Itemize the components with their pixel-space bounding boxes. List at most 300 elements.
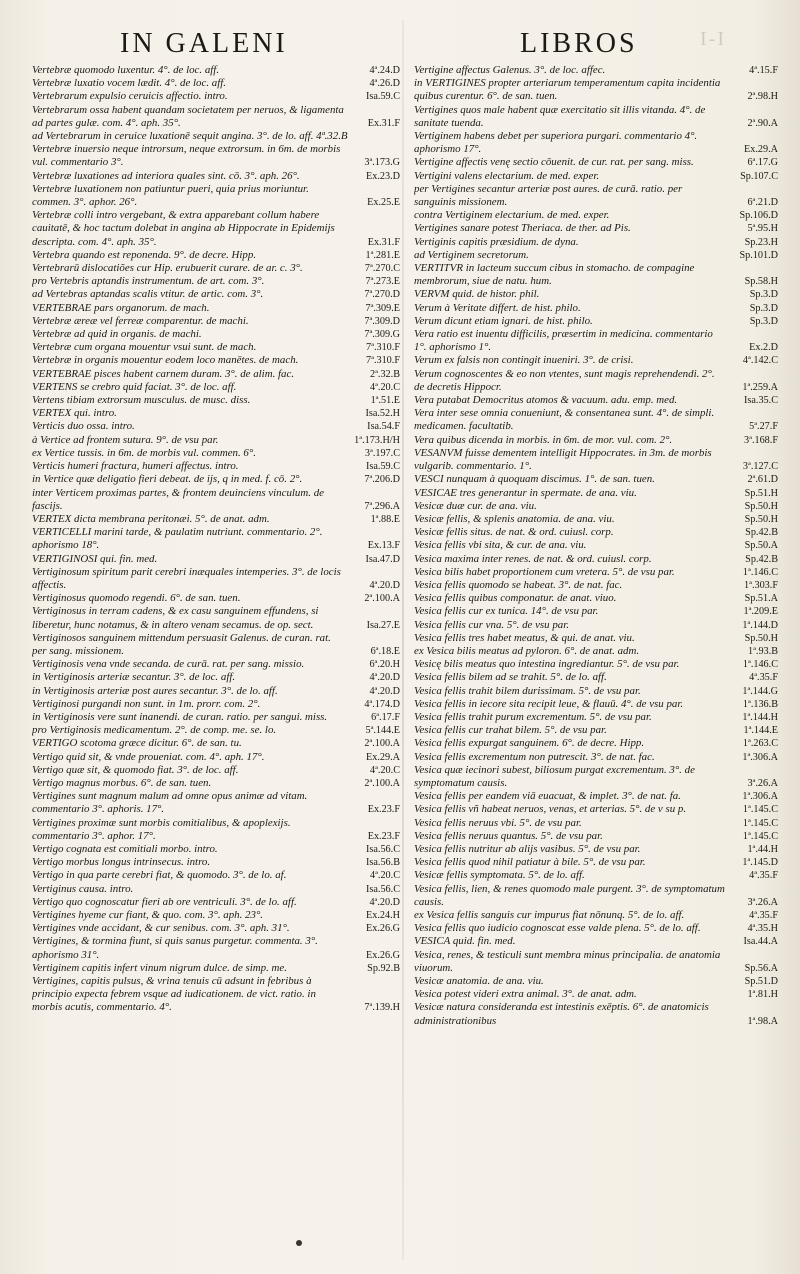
index-entry-reference: Ex.31.F	[367, 117, 400, 129]
index-entry-reference: 4ª.35.H	[747, 923, 778, 935]
index-entry-reference: 3ª.173.G	[364, 157, 400, 169]
index-entry-reference: Sp.106.D	[739, 210, 778, 222]
index-entry-reference: 1ª.146.C	[742, 659, 778, 671]
index-entry-text: Vertigines quos male habent quæ exercitatio sit illis vitanda. 4°. de sanitate tuenda.	[414, 103, 706, 129]
index-entry-reference: Isa.59.C	[366, 91, 400, 103]
index-entry-text: Vesica fellis quibus componatur. de anat. viuo.	[414, 592, 617, 605]
index-entry-reference: Sp.3.D	[749, 315, 778, 327]
index-entry-text: Vertigines sunt magnum malum ad omne opus animæ ad vitam. commentario 3°. aphoris. 17°.	[32, 790, 308, 816]
index-entry	[32, 843, 400, 856]
index-entry-text: Vesicæ fellis, & splenis anatomia. de ana. viu.	[414, 512, 615, 525]
index-entry	[414, 222, 778, 235]
index-entry	[414, 711, 778, 724]
index-entry-text: Vesica bilis habet proportionem cum vretera. 5°. de vsu par.	[414, 565, 675, 578]
index-entry-reference: Ex.23.F	[367, 804, 400, 816]
index-entry	[414, 632, 778, 645]
index-entry	[414, 64, 778, 77]
index-entry-text: Verticis humeri fractura, humeri affectus. intro.	[32, 460, 239, 473]
index-entry	[32, 407, 400, 420]
index-entry-text: Vertiginosis vena vnde secanda. de curā. rat. per sang. missio.	[32, 658, 305, 671]
index-entry-reference: 7ª.310.F	[366, 355, 400, 367]
index-entry-reference: 1ª.146.C	[742, 566, 778, 578]
index-entry	[32, 368, 400, 381]
index-entry-reference: 1ª.209.E	[743, 606, 778, 618]
index-entry-reference: Isa.56.C	[366, 843, 400, 855]
index-entry-text: Vertigo quo cognoscatur fieri ab ore ventriculi. 3°. de lo. aff.	[32, 895, 297, 908]
index-entry-reference: Ex.26.G	[366, 949, 400, 961]
index-entry	[32, 698, 400, 711]
index-entry	[414, 1001, 778, 1027]
index-entry-text: Vesica potest videri extra animal. 3°. de anat. adm.	[414, 988, 637, 1001]
index-entry-text: Vesicæ fellis situs. de nat. & ord. cuiusl. corp.	[414, 526, 614, 539]
index-entry	[414, 328, 778, 354]
index-entry	[414, 566, 778, 579]
index-entry-reference: Sp.51.A	[744, 593, 778, 605]
index-entry-reference: 1ª.144.G	[742, 685, 778, 697]
index-entry	[32, 130, 400, 143]
index-entry-text: Vesica fellis vbi sita, & cur. de ana. viu.	[414, 539, 587, 552]
index-entry-text: Vertigines, & tormina fiunt, si quis sanus purgetur. commenta. 3°. aphorismo 31°.	[32, 935, 318, 961]
index-entry-text: Vertigo in qua parte cerebri fiat, & quomodo. 3°. de lo. af.	[32, 869, 287, 882]
index-entry	[32, 592, 400, 605]
index-entry-reference: 1ª.145.C	[742, 804, 778, 816]
index-entry-text: à Vertice ad frontem sutura. 9°. de vsu par.	[32, 433, 219, 446]
index-entry-text: Vesica fellis vñ habeat neruos, venas, et arterias. 5°. de v su p.	[414, 803, 687, 816]
index-entry-text: Vesica fellis quod nihil patiatur à bile. 5°. de vsu par.	[414, 856, 646, 869]
index-entry	[32, 302, 400, 315]
index-entry	[414, 883, 778, 909]
index-entry	[32, 883, 400, 896]
index-entry-text: Vertiginus causa. intro.	[32, 882, 134, 895]
index-entry	[32, 526, 400, 552]
index-entry	[32, 817, 400, 843]
index-entry	[32, 658, 400, 671]
index-entry-reference: Isa.52.H	[365, 408, 400, 420]
index-entry	[32, 975, 400, 1015]
index-entry-text: in Vertiginosis arteriæ secantur. 3°. de loc. aff.	[32, 671, 236, 684]
index-entry	[414, 262, 778, 288]
index-entry	[32, 513, 400, 526]
index-entry-reference: 6ª.17.G	[747, 157, 778, 169]
index-entry-reference: 2ª.100.A	[364, 593, 400, 605]
index-entry-text: Vertigine affectus Galenus. 3°. de loc. affec.	[414, 64, 606, 76]
index-entry	[414, 354, 778, 367]
index-entry	[32, 473, 400, 486]
index-entry	[414, 500, 778, 513]
index-entry	[414, 935, 778, 948]
index-entry-text: Vertiginosum spiritum parit cerebri inæquales intemperies. 3°. de locis affectis.	[32, 565, 341, 591]
index-entry	[32, 288, 400, 301]
index-entry-text: VESANVM fuisse dementem intelligit Hippocrates. in 3m. de morbis vulgarib. commentario. 1°.	[414, 446, 712, 473]
index-entry-text: Vesica fellis in iecore sita recipit leue, & flauū. 4°. de vsu par.	[414, 697, 684, 710]
index-entry-reference: Ex.29.A	[744, 144, 778, 156]
index-entry-reference: 4ª.15.F	[749, 65, 778, 76]
index-entry	[32, 671, 400, 684]
index-entry-text: per Vertigines secantur arteriæ post aures. de curā. ratio. per sanguinis missionem.	[414, 182, 683, 209]
index-entry-text: Vesica fellis, lien, & renes quomodo male purgent. 3°. de symptomatum causis.	[414, 882, 725, 908]
index-entry-text: Vertebræ quomodo luxentur. 4°. de loc. aff.	[32, 64, 220, 76]
index-entry-text: VERTITVR in lacteum succum cibus in stomacho. de compagine membrorum, siue de natu. hum.	[414, 262, 695, 288]
index-entry-text: contra Vertiginem electarium. de med. exper.	[414, 209, 610, 222]
index-entry-text: Vertebræ ad quid in organis. de machi.	[32, 328, 202, 341]
index-entry	[414, 394, 778, 407]
index-entry	[414, 288, 778, 301]
index-entry-reference: 4ª.142.C	[742, 355, 778, 367]
index-entry-reference: Ex.23.F	[367, 830, 400, 842]
index-entry-text: Vera quibus dicenda in morbis. in 6m. de mor. vul. com. 2°.	[414, 433, 673, 446]
index-entry-reference: 1ª.173.H/H	[354, 434, 400, 446]
index-entry-reference: 5ª.144.E	[365, 725, 400, 737]
index-entry	[32, 447, 400, 460]
index-entry-text: Vertebrarum ossa habent quandam societatem per neruos, & ligamenta ad partes gulæ. com. 4°. aph. 35°.	[32, 103, 344, 129]
index-entry-text: Vertebræ inuersio neque introrsum, neque extrorsum. in 6m. de morbis vul. commentario 3°.	[32, 143, 341, 169]
index-entry-text: VESICAE tres generantur in spermate. de ana. viu.	[414, 486, 637, 499]
index-entry-reference: 1ª.136.B	[742, 698, 778, 710]
index-entry-reference: Isa.44.A	[743, 936, 778, 948]
index-entry-text: Vesica fellis excrementum non putrescit. 3°. de nat. fac.	[414, 750, 655, 763]
index-entry	[414, 434, 778, 447]
index-entry-text: Vertiginis capitis præsidium. de dyna.	[414, 235, 579, 248]
index-entry	[414, 315, 778, 328]
index-entry-text: Verticis duo ossa. intro.	[32, 420, 135, 433]
index-entry-reference: 3ª.197.C	[364, 447, 400, 459]
index-entry-reference: 3ª.168.F	[744, 434, 778, 446]
index-entry-text: VERTEBRAE pisces habent carnem duram. 3°. de alim. fac.	[32, 367, 295, 380]
index-entry	[414, 724, 778, 737]
index-entry	[414, 790, 778, 803]
index-entry	[414, 183, 778, 209]
index-entry-text: ad Vertebrarum in ceruice luxationē sequit angina. 3°. de lo. aff. 4ª.32.B	[32, 130, 348, 143]
index-entry	[32, 724, 400, 737]
index-entry-text: Vertiginosus quomodo regendi. 6°. de san. tuen.	[32, 592, 241, 605]
index-entry-reference: 4ª.20.D	[369, 579, 400, 591]
index-entry-text: Vertiginem capitis infert vinum nigrum dulce. de simp. me.	[32, 961, 287, 974]
index-entry-reference: 7ª.296.A	[364, 500, 400, 512]
index-entry	[32, 143, 400, 169]
index-entry	[32, 249, 400, 262]
index-entry-text: Vertigo quæ sit, & quomodo fiat. 3°. de loc. aff.	[32, 763, 239, 776]
index-entry	[32, 777, 400, 790]
index-entry-text: ad Vertiginem secretorum.	[414, 248, 529, 261]
index-entry	[414, 605, 778, 618]
index-entry-text: Vertebræ colli intro vergebant, & extra apparebant collum habere cauitatē, & hoc tactum dolebat in angina ab Hippocrate in Epidemijs descripta. com. 4°. aph. 35°.	[32, 209, 335, 248]
index-entry-reference: 4ª.26.D	[369, 78, 400, 90]
index-entry-text: Vertigines, capitis pulsus, & vrina tenuis cū adsunt in febribus à principio expecta febrem vsque ad iudicationem. de vict. ratio. in morbis acutis, commentario. 4°.	[32, 975, 316, 1014]
index-entry	[32, 209, 400, 249]
index-entry-text: Vertens tibiam extrorsum musculus. de musc. diss.	[32, 394, 251, 407]
index-entry-reference: 1ª.306.A	[742, 791, 778, 803]
page-gutter	[402, 20, 404, 1260]
index-entry-text: Vertebræ in organis mouentur eodem loco manētes. de mach.	[32, 354, 299, 367]
index-entry-text: VERTENS se crebro quid faciat. 3°. de loc. aff.	[32, 380, 237, 393]
page-dot-mark	[296, 1240, 302, 1246]
index-entry-text: Vesicæ fellis symptomata. 5°. de lo. aff.	[414, 869, 585, 882]
index-entry-reference: Sp.56.A	[744, 962, 778, 974]
index-entry	[414, 209, 778, 222]
index-entry	[414, 698, 778, 711]
index-entry-text: Vesica fellis trahit bilem durissimam. 5°. de vsu par.	[414, 684, 641, 697]
index-entry-reference: 6ª.21.D	[747, 197, 778, 209]
index-entry-reference: 1ª.145.C	[742, 817, 778, 829]
index-entry	[414, 988, 778, 1001]
index-entry-reference: 7ª.139.H	[364, 1002, 400, 1014]
index-entry-text: Vertebræ luxationes ad interiora quales sint. cō. 3°. aph. 26°.	[32, 169, 300, 182]
index-entry-text: Vesica maxima inter renes. de nat. & ord. cuiusl. corp.	[414, 552, 652, 565]
index-entry-reference: Ex.2.D	[749, 342, 778, 354]
index-entry-text: Vesica fellis expurgat sanguinem. 6°. de decre. Hipp.	[414, 737, 645, 750]
index-entry	[32, 632, 400, 658]
index-entry	[414, 949, 778, 975]
index-entry	[32, 104, 400, 130]
index-entry	[414, 407, 778, 433]
index-entry-text: Vesicæ natura consideranda est intestinis exēptis. 6°. de anatomicis administrationibus	[414, 1001, 709, 1027]
index-entry-text: Vertigo quid sit, & vnde proueniat. com. 4°. aph. 17°.	[32, 750, 265, 763]
index-entry-text: pro Vertiginosis medicamentum. 2°. de comp. me. se. lo.	[32, 724, 277, 737]
index-entry-text: Vertiginosos sanguinem mittendum persuasit Galenus. de curan. rat. per sang. missionem.	[32, 631, 331, 657]
index-entry	[414, 368, 778, 394]
index-entry-reference: 1ª.88.E	[370, 513, 400, 525]
index-entry-text: Vesica quæ iecinori subest, biliosum purgat excrementum. 3°. de symptomatum causis.	[414, 763, 695, 789]
index-entry-reference: 4ª.20.C	[370, 764, 400, 776]
index-entry-text: ex Vesica fellis sanguis cur impurus fiat nōnunq. 5°. de lo. aff.	[414, 909, 685, 921]
index-entry	[414, 975, 778, 988]
index-entry-reference: 4ª.20.D	[369, 685, 400, 697]
index-entry	[414, 156, 778, 169]
index-entry	[414, 645, 778, 658]
index-entry-text: Vertiginosus in terram cadens, & ex casu sanguinem effundens, si liberetur, hunc notamus, & in altero venam secamus. de op. sect.	[32, 605, 319, 631]
index-entry	[414, 249, 778, 262]
index-entry-text: Vesica fellis neruus quantus. 5°. de vsu par.	[414, 829, 603, 842]
index-entry-text: Vera putabat Democritus atomos & vacuum. adu. emp. med.	[414, 394, 678, 407]
index-entry-text: Vertebrarū dislocatiões cur Hip. erubuerit curare. de ar. c. 3°.	[32, 262, 303, 275]
index-entry-reference: 1ª.303.F	[744, 579, 778, 591]
running-header-left: IN GALENI	[120, 28, 288, 59]
index-entry-text: Vesica fellis per eandem viā euacuat, & implet. 3°. de nat. fa.	[414, 790, 681, 803]
index-entry-text: Verum ex falsis non contingit inueniri. 3°. de crisi.	[414, 354, 634, 367]
index-entry-reference: Sp.3.D	[749, 289, 778, 301]
index-entry	[32, 566, 400, 592]
index-entry	[32, 170, 400, 183]
index-entry-text: in VERTIGINES propter arteriarum temperamentum capita incidentia quibus curentur. 6°. de san. tuen.	[414, 77, 721, 103]
index-entry-reference: Isa.54.F	[367, 421, 400, 433]
index-entry-reference: 1ª.281.E	[365, 249, 400, 261]
index-entry	[32, 896, 400, 909]
index-entry-reference: Isa.47.D	[365, 553, 400, 565]
index-entry-text: Vesica fellis trahit purum excrementum. 5°. de vsu par.	[414, 710, 652, 723]
index-entry-reference: 4ª.24.D	[369, 65, 400, 76]
index-entry-text: Vesica fellis neruus vbi. 5°. de vsu par.	[414, 816, 582, 829]
index-entry-text: ex Vertice tussis. in 6m. de morbis vul. commen. 6°.	[32, 446, 256, 459]
index-entry-text: Vesica fellis cur ex tunica. 14°. de vsu par.	[414, 605, 599, 618]
index-entry	[414, 104, 778, 130]
index-entry-text: Vertiginosi purgandi non sunt. in 1m. prorr. com. 2°.	[32, 697, 261, 710]
index-column-right	[414, 64, 778, 1254]
index-entry-text: VERTIGINOSI qui. fin. med.	[32, 552, 158, 565]
index-entry-reference: Sp.3.D	[749, 302, 778, 314]
index-entry-text: Vertigines hyeme cur fiant, & quo. com. 3°. aph. 23°.	[32, 909, 264, 921]
index-entry	[414, 77, 778, 103]
index-entry	[414, 856, 778, 869]
index-entry-reference: 3ª.26.A	[747, 896, 778, 908]
index-entry-text: VERVM quid. de histor. phil.	[414, 288, 540, 301]
index-entry-text: Vertebræ æreæ vel ferreæ comparentur. de machi.	[32, 314, 249, 327]
index-entry-reference: Ex.13.F	[367, 540, 400, 552]
index-entry-text: Verum cognoscentes & eo non vtentes, sunt magis reprehendendi. 2°. de decretis Hippocr.	[414, 367, 715, 393]
index-entry-reference: Sp.107.C	[740, 170, 778, 182]
index-entry	[32, 354, 400, 367]
index-entry-reference: Sp.101.D	[739, 249, 778, 261]
index-entry-reference: Sp.50.A	[744, 540, 778, 552]
index-entry-text: Vesica fellis tres habet meatus, & qui. de anat. viu.	[414, 631, 635, 644]
index-entry-reference: 5ª.95.H	[747, 223, 778, 235]
index-entry-text: VERTEX dicta membrana peritonæi. 5°. de anat. adm.	[32, 512, 270, 525]
index-entry	[32, 869, 400, 882]
index-entry-reference: 1ª.144.E	[743, 725, 778, 737]
index-entry-reference: 1ª.263.C	[742, 738, 778, 750]
index-entry	[32, 856, 400, 869]
index-entry-reference: 7ª.270.D	[364, 289, 400, 301]
index-entry-text: Verum dicunt etiam ignari. de hist. philo.	[414, 314, 593, 327]
index-entry	[414, 922, 778, 935]
index-entry-reference: 4ª.174.D	[364, 698, 400, 710]
index-entry-reference: Ex.25.E	[367, 197, 400, 209]
index-entry-reference: 1ª.145.D	[742, 857, 778, 869]
index-entry	[32, 262, 400, 275]
index-entry	[32, 553, 400, 566]
index-entry	[32, 922, 400, 935]
index-entry-reference: 1ª.144.H	[742, 711, 778, 723]
index-entry-reference: 2ª.32.B	[370, 368, 400, 380]
index-entry-reference: 3ª.127.C	[742, 461, 778, 473]
index-entry-reference: 3ª.26.A	[747, 777, 778, 789]
index-entry-text: Vertebræ luxatio vocem lædit. 4°. de loc. aff.	[32, 77, 226, 90]
index-entry	[32, 487, 400, 513]
index-entry-reference: 4ª.20.C	[370, 870, 400, 882]
index-entry-reference: Sp.50.H	[744, 632, 778, 644]
index-entry-reference: Ex.31.F	[367, 236, 400, 248]
index-entry-text: VESICA quid. fin. med.	[414, 935, 516, 948]
index-entry-text: pro Vertebris aptandis instrumentum. de art. com. 3°.	[32, 275, 265, 288]
index-entry	[32, 381, 400, 394]
index-entry-reference: 4ª.20.D	[369, 672, 400, 684]
index-entry	[414, 447, 778, 473]
index-entry-text: Vertiginem habens debet per superiora purgari. commentario 4°. aphorismo 17°.	[414, 130, 698, 156]
index-entry-text: in Vertice quæ deligatio fieri debeat. de ijs, q in med. f. cō. 2°.	[32, 473, 303, 486]
index-entry-reference: 2ª.100.A	[364, 738, 400, 750]
index-entry-text: Vesica, renes, & testiculi sunt membra minus principalia. de anatomia viuorum.	[414, 948, 721, 974]
index-entry	[414, 170, 778, 183]
index-entry	[32, 711, 400, 724]
index-entry-text: Vesica fellis quo iudicio cognoscat esse valde plena. 5°. de lo. aff.	[414, 922, 701, 935]
index-entry	[32, 605, 400, 631]
index-entry-reference: Sp.42.B	[745, 527, 778, 539]
index-entry	[414, 869, 778, 882]
index-entry	[414, 830, 778, 843]
index-entry	[32, 183, 400, 209]
index-entry	[414, 737, 778, 750]
index-entry-text: in Vertiginosis arteriæ post aures secantur. 3°. de lo. aff.	[32, 684, 278, 697]
index-entry-reference: 4ª.20.C	[370, 381, 400, 393]
index-entry	[414, 473, 778, 486]
index-entry	[32, 685, 400, 698]
index-entry	[414, 751, 778, 764]
index-entry-reference: 1ª.44.H	[747, 843, 778, 855]
index-entry-reference: 7ª.309.E	[365, 302, 400, 314]
index-entry	[32, 962, 400, 975]
index-entry	[414, 619, 778, 632]
index-entry-text: Vertebra quando est reponenda. 9°. de decre. Hipp.	[32, 248, 257, 261]
index-entry-text: Vertigini valens electarium. de med. exper.	[414, 169, 600, 182]
index-entry	[414, 764, 778, 790]
index-entry	[32, 315, 400, 328]
index-entry	[414, 817, 778, 830]
index-entry-text: Vertigo magnus morbus. 6°. de san. tuen.	[32, 776, 212, 789]
index-entry-reference: Ex.23.D	[366, 170, 400, 182]
index-entry-text: Vera ratio est inuentu difficilis, præsertim in medicina. commentario 1°. aphorismo 1°.	[414, 328, 713, 354]
index-entry-reference: 1ª.306.A	[742, 751, 778, 763]
index-entry-text: ex Vesica bilis meatus ad pyloron. 6°. de anat. adm.	[414, 644, 640, 657]
index-entry-reference: 7ª.309.G	[364, 329, 400, 341]
index-entry	[32, 420, 400, 433]
index-entry-text: VESCI nunquam à quoquam discimus. 1°. de san. tuen.	[414, 473, 655, 486]
index-entry	[32, 909, 400, 922]
index-entry-reference: 1ª.144.D	[742, 619, 778, 631]
index-entry-text: Vertigines vnde accidant, & cur senibus. com. 3°. aph. 31°.	[32, 922, 290, 935]
index-entry-reference: Sp.42.B	[745, 553, 778, 565]
index-entry	[32, 394, 400, 407]
index-entry	[32, 328, 400, 341]
index-entry-reference: Sp.23.H	[744, 236, 778, 248]
index-entry	[414, 487, 778, 500]
index-entry-reference: 5ª.27.F	[749, 421, 778, 433]
index-entry	[414, 539, 778, 552]
index-entry	[32, 77, 400, 90]
index-entry-reference: 6ª.18.E	[370, 645, 400, 657]
index-entry	[32, 341, 400, 354]
index-entry-reference: 4ª.35.F	[749, 910, 778, 921]
index-entry	[32, 90, 400, 103]
index-entry-text: in Vertiginosis vere sunt inanendi. de curan. ratio. per sangui. miss.	[32, 710, 328, 723]
index-entry-text: Vertebræ luxationem non patiuntur pueri, quia prius moriuntur. commen. 3°. aphor. 26°.	[32, 182, 309, 209]
index-entry-reference: 7ª.309.D	[364, 315, 400, 327]
bleed-through-text: I-I	[700, 28, 726, 50]
index-entry-reference: Isa.35.C	[744, 395, 778, 407]
index-entry	[414, 236, 778, 249]
index-entry-text: Vesicæ duæ cur. de ana. viu.	[414, 499, 537, 512]
index-entry-reference: Ex.29.A	[366, 751, 400, 763]
index-entry-text: Vera inter sese omnia conueniunt, & consentanea sunt. 4°. de simpli. medicamen. facultatib.	[414, 407, 715, 433]
index-entry-reference: 7ª.273.E	[365, 276, 400, 288]
index-entry	[414, 513, 778, 526]
index-entry-reference: Isa.27.E	[366, 619, 400, 631]
index-entry-text: Vesicæ anatomia. de ana. viu.	[414, 975, 544, 988]
index-entry	[414, 671, 778, 684]
index-entry-reference: 6ª.17.F	[371, 711, 400, 723]
index-entry	[32, 790, 400, 816]
index-entry-reference: 2ª.90.A	[747, 117, 778, 129]
index-entry-reference: 4ª.35.F	[749, 672, 778, 684]
index-entry-reference: Sp.50.H	[744, 500, 778, 512]
index-entry-reference: 7ª.310.F	[366, 342, 400, 354]
index-entry-reference: 7ª.270.C	[364, 263, 400, 275]
index-entry-text: VERTICELLI marini tarde, & paulatim nutriunt. commentario. 2°. aphorismo 18°.	[32, 526, 323, 552]
index-entry-text: Vertigines proximæ sunt morbis comitialibus, & apoplexijs. commentario 3°. aphor. 17°.	[32, 816, 291, 842]
index-entry-reference: 1ª.145.C	[742, 830, 778, 842]
index-entry-text: inter Verticem proximas partes, & frontem deuinciens vinculum. de fascijs.	[32, 486, 324, 512]
index-entry-reference: 7ª.206.D	[364, 474, 400, 486]
index-entry	[414, 843, 778, 856]
index-entry-text: Vesica fellis nutritur ab alijs vasibus. 5°. de vsu par.	[414, 842, 641, 855]
